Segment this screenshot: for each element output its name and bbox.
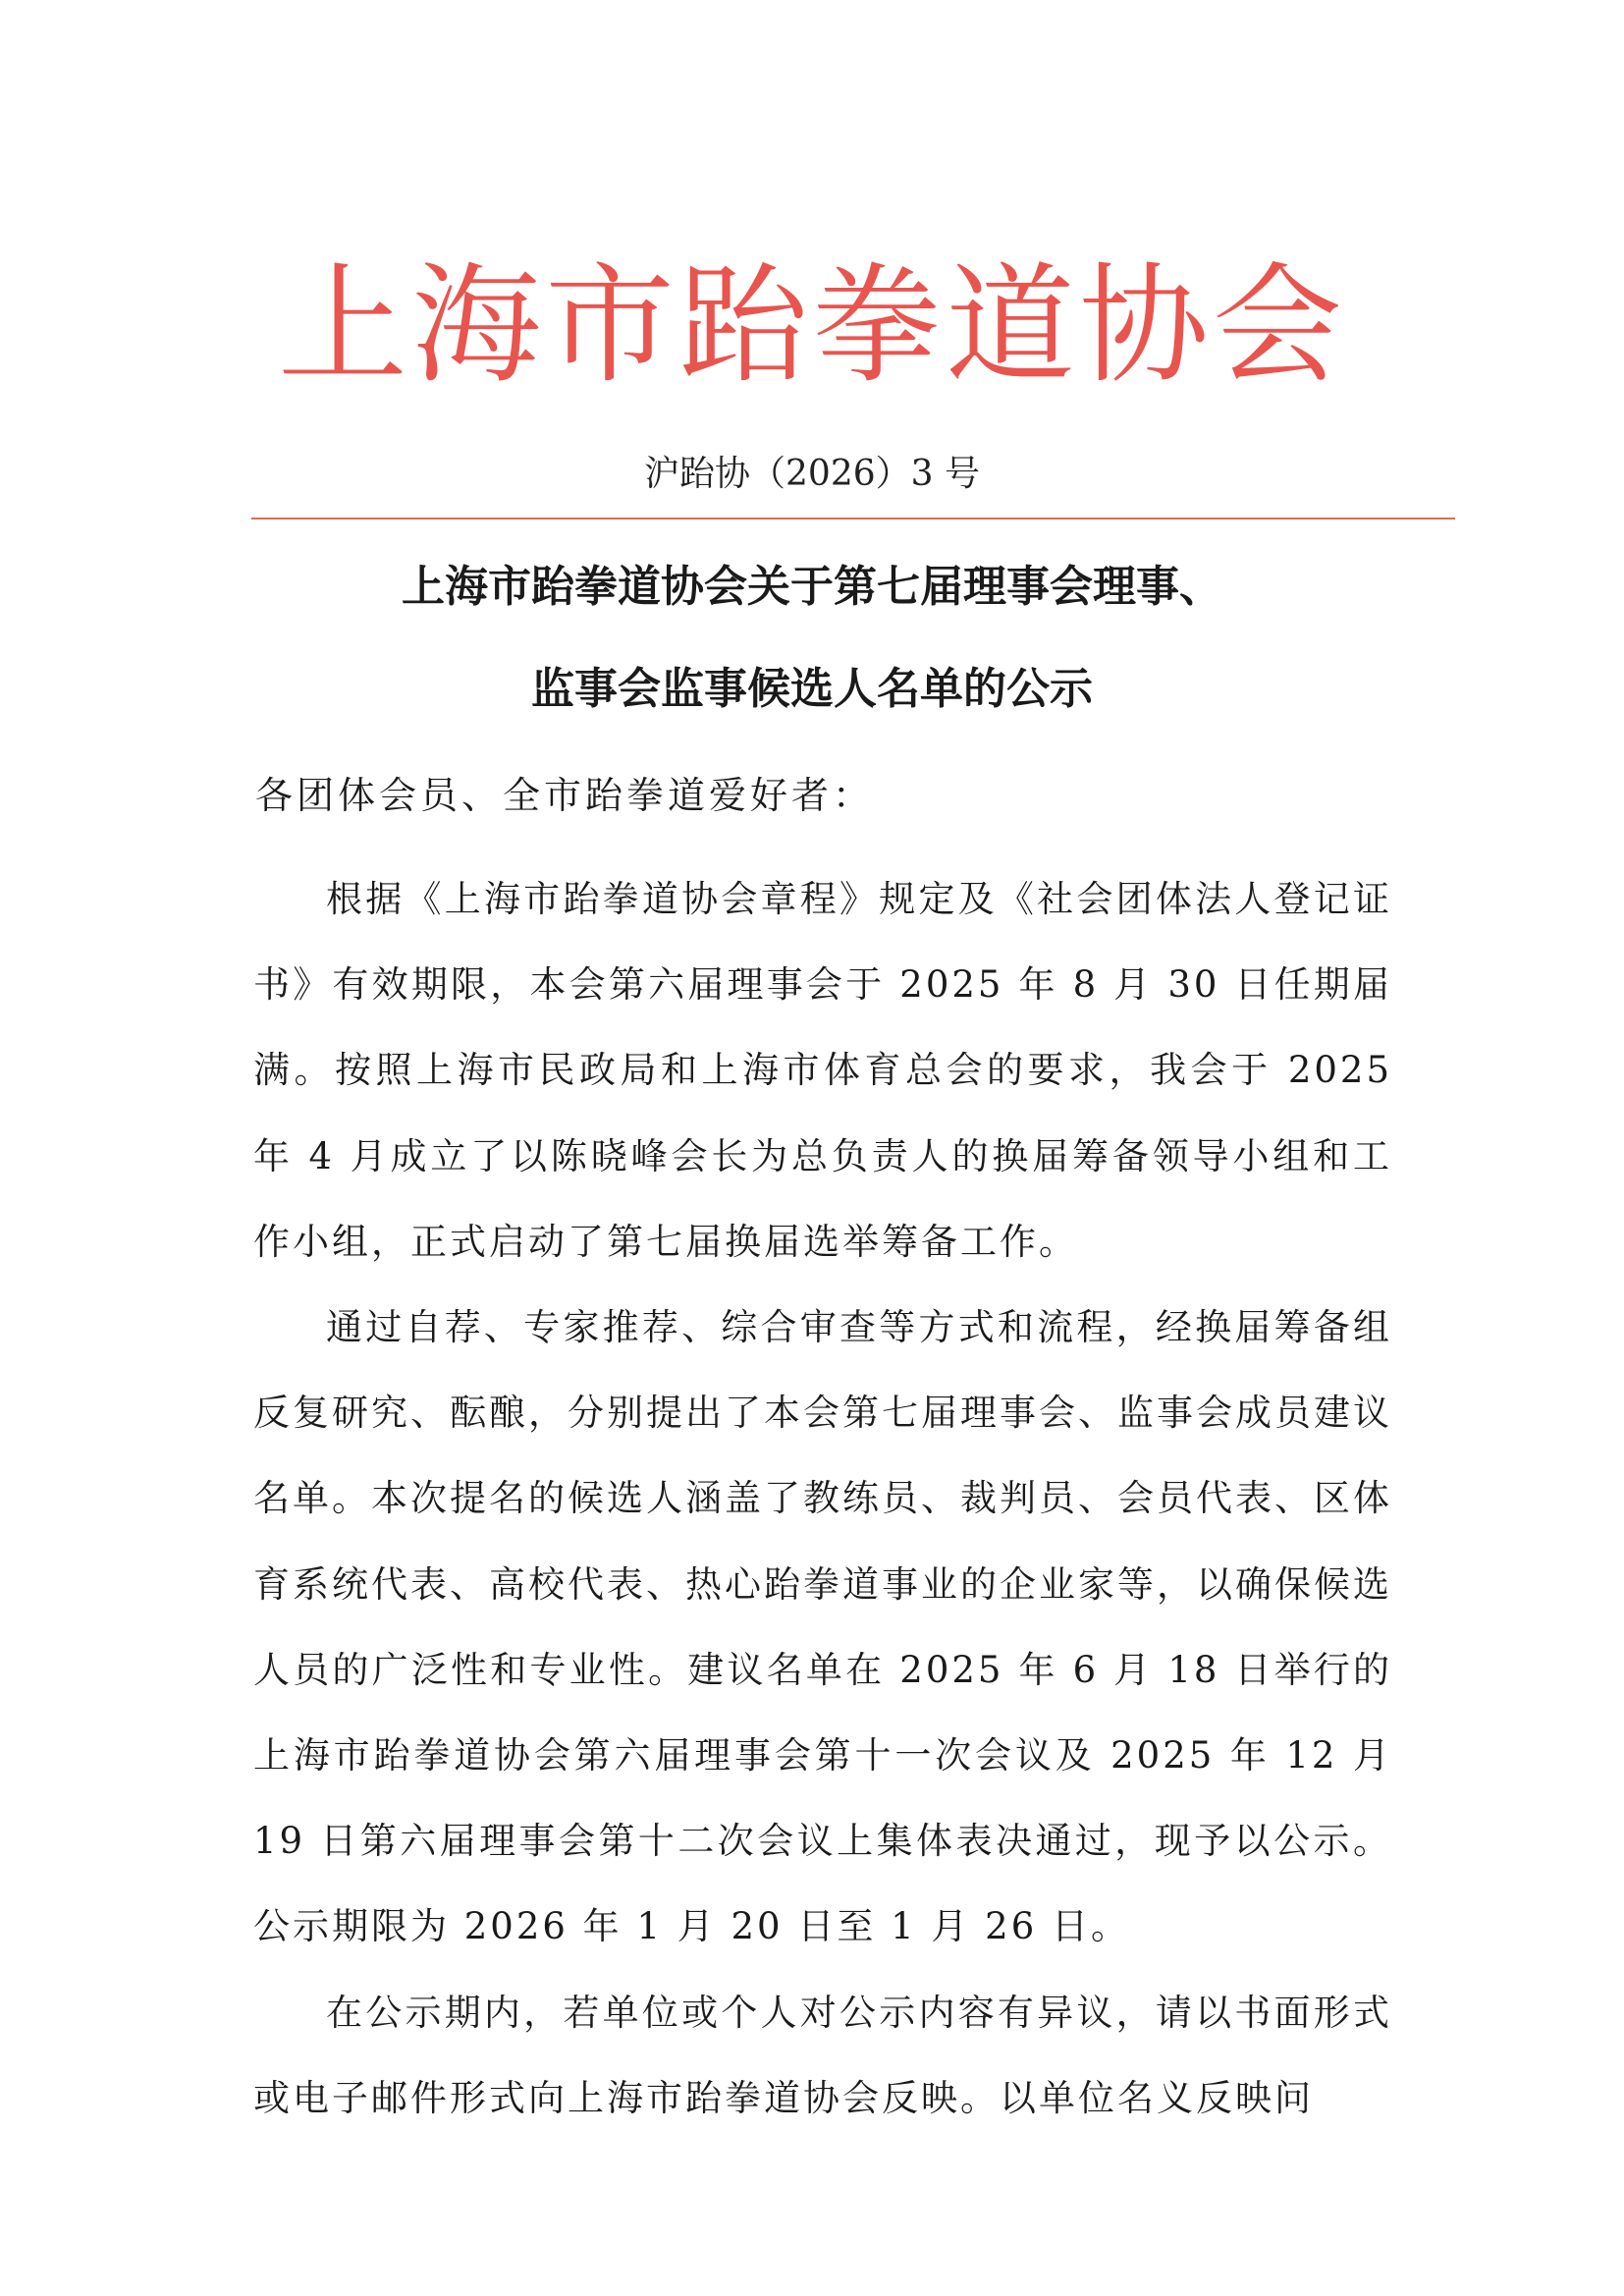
body-paragraph-3: 在公示期内，若单位或个人对公示内容有异议，请以书面形式或电子邮件形式向上海市跆拳道协会反映。以单位名义反映问 (253, 1991, 1392, 2119)
letterhead-divider (251, 518, 1455, 519)
document-title-line-1: 上海市跆拳道协会关于第七届理事会理事、 (402, 562, 1222, 612)
body-paragraph-1: 根据《上海市跆拳道协会章程》规定及《社会团体法人登记证书》有效期限，本会第六届理事会于 2025 年 8 月 30 日任期届满。按照上海市民政局和上海市体育总会的要求，我会于 2025 年 4 月成立了以陈晓峰会长为总负责人的换届筹备领导小组和工作小组，正式启动了第七届换届选举筹备工作。 (253, 878, 1392, 1263)
body-paragraph-2: 通过自荐、专家推荐、综合审查等方式和流程，经换届筹备组反复研究、酝酿，分别提出了本会第七届理事会、监事会成员建议名单。本次提名的候选人涵盖了教练员、裁判员、会员代表、区体育系统代表、高校代表、热心跆拳道事业的企业家等，以确保候选人员的广泛性和专业性。建议名单在 2025 年 6 月 18 日举行的上海市跆拳道协会第六届理事会第十一次会议及 2025 年 12 月 19 日第六届理事会第十二次会议上集体表决通过，现予以公示。公示期限为 2026 年 1 月 20 日至 1 月 26 日。 (253, 1306, 1392, 1948)
organization-letterhead: 上海市跆拳道协会 (278, 250, 1346, 402)
salutation: 各团体会员、全市跆拳道爱好者： (255, 774, 875, 817)
document-body (253, 856, 1392, 2141)
document-title-line-2: 监事会监事候选人名单的公示 (531, 664, 1093, 714)
document-number: 沪跆协（2026）3 号 (644, 454, 980, 494)
